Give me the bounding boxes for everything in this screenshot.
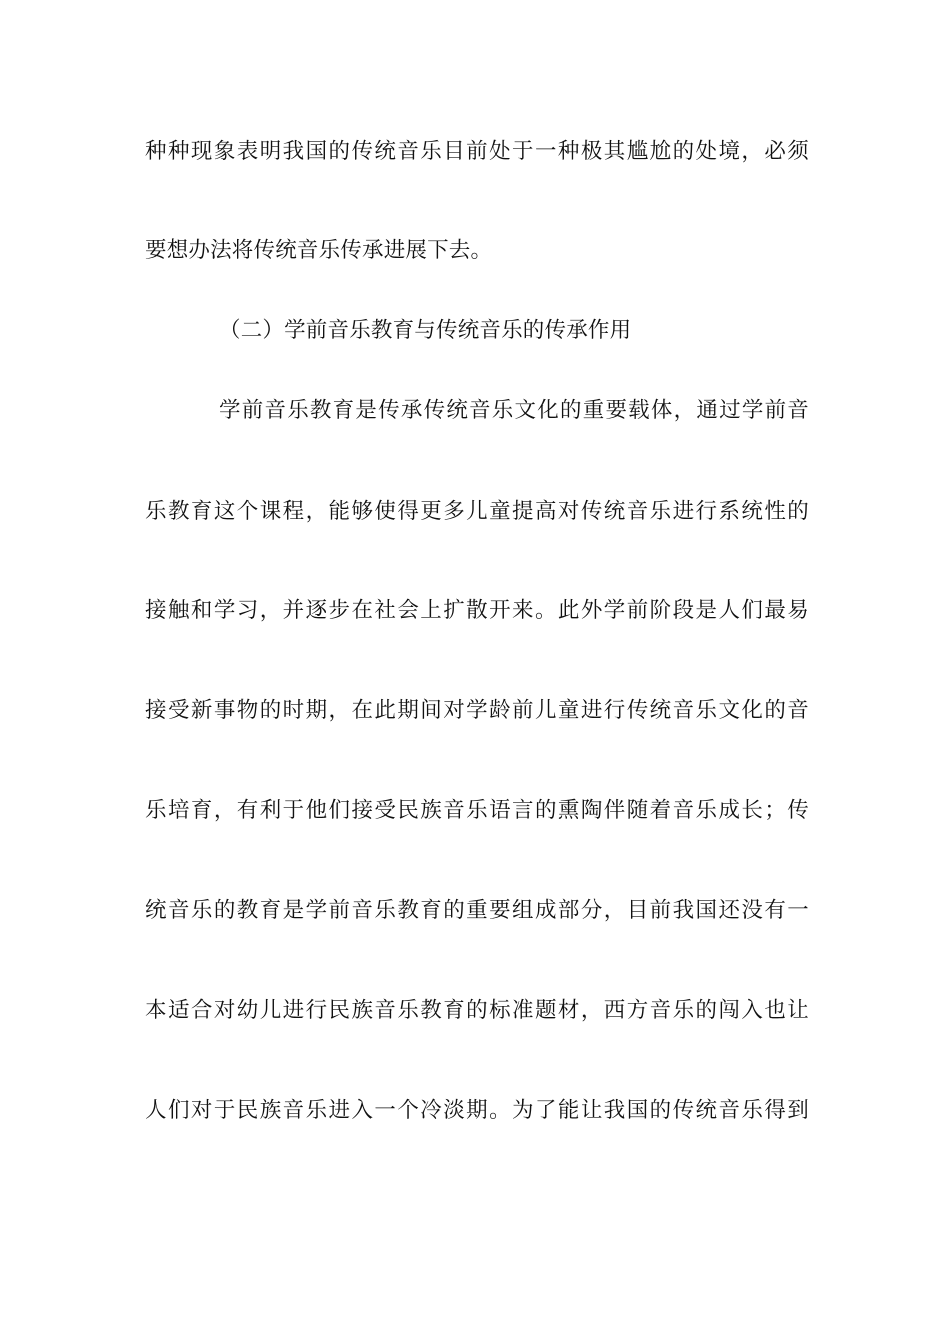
paragraph-line: 统音乐的教育是学前音乐教育的重要组成部分，目前我国还没有一 — [145, 898, 809, 923]
paragraph-line: 接受新事物的时期，在此期间对学龄前儿童进行传统音乐文化的音 — [145, 698, 809, 723]
paragraph-line: 种种现象表明我国的传统音乐目前处于一种极其尴尬的处境，必须 — [145, 139, 809, 164]
section-heading: （二）学前音乐教育与传统音乐的传承作用 — [219, 318, 632, 343]
paragraph-line: 人们对于民族音乐进入一个冷淡期。为了能让我国的传统音乐得到 — [145, 1098, 809, 1123]
paragraph-line: 本适合对幼儿进行民族音乐教育的标准题材，西方音乐的闯入也让 — [145, 998, 809, 1023]
paragraph-line: 学前音乐教育是传承传统音乐文化的重要载体，通过学前音 — [219, 398, 809, 423]
paragraph-line: 乐教育这个课程，能够使得更多儿童提高对传统音乐进行系统性的 — [145, 499, 809, 524]
paragraph-line: 乐培育，有利于他们接受民族音乐语言的熏陶伴随着音乐成长；传 — [145, 798, 809, 823]
paragraph-line: 接触和学习，并逐步在社会上扩散开来。此外学前阶段是人们最易 — [145, 598, 809, 623]
paragraph-line: 要想办法将传统音乐传承进展下去。 — [145, 238, 493, 263]
